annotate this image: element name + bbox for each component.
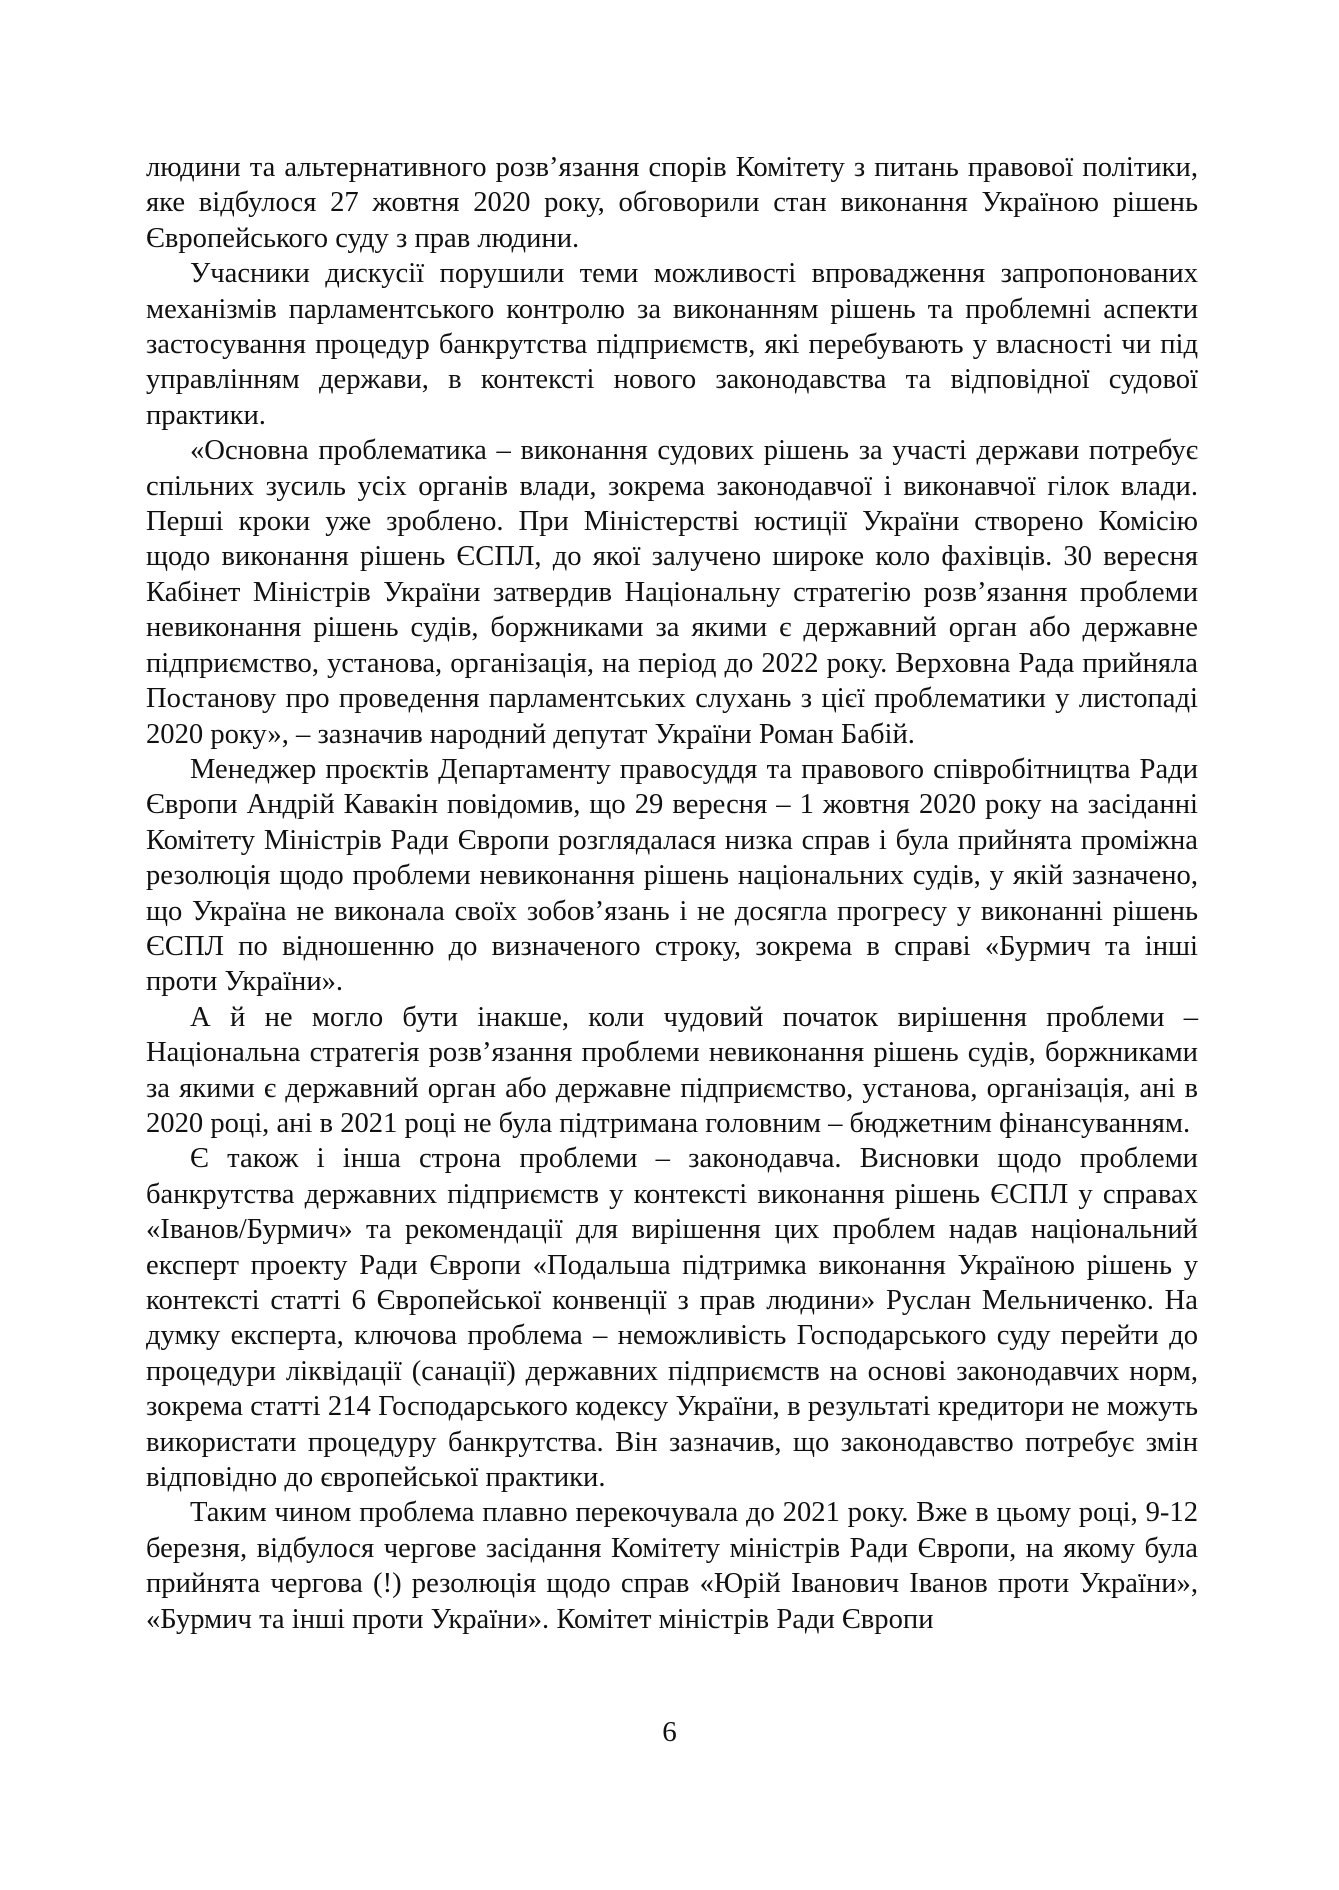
paragraph-4: Менеджер проєктів Департаменту правосуддя та правового співробітництва Ради Європи Андрій Кавакін повідомив, що 29 вересня – 1 жовтня 2020 року на засіданні Комітету Міністрів Ради Європи розглядалася низка справ і була прийнята проміжна резолюція щодо проблеми невиконання рішень національних судів, у якій зазначено, що Україна не виконала своїх зобов’язань і не досягла прогресу у виконанні рішень ЄСПЛ по відношенню до визначеного строку, зокрема в справі «Бурмич та інші проти України». (146, 753, 1198, 998)
body-text (146, 150, 1198, 1637)
paragraph-3-quote: «Основна проблематика – виконання судових рішень за участі держави потребує спільних зусиль усіх органів влади, зокрема законодавчої і виконавчої гілок влади. Перші кроки уже зроблено. При Міністерстві юстиції України створено Комісію щодо виконання рішень ЄСПЛ, до якої залучено широке коло фахівців. 30 вересня Кабінет Міністрів України затвердив Національну стратегію розв’язання проблеми невиконання рішень судів, боржниками за якими є державний орган або державне підприємство, установа, організація, на період до 2022 року. Верховна Рада прийняла Постанову про проведення парламентських слухань з цієї проблематики у листопаді 2020 року», – зазначив народний депутат України Роман Бабій. (146, 435, 1198, 750)
paragraph-6: Є також і інша строна проблеми – законодавча. Висновки щодо проблеми банкрутства державних підприємств у контексті виконання рішень ЄСПЛ у справах «Іванов/Бурмич» та рекомендації для вирішення цих проблем надав національний експерт проекту Ради Європи «Подальша підтримка виконання Україною рішень у контексті статті 6 Європейської конвенції з прав людини» Руслан Мельниченко. На думку експерта, ключова проблема – неможливість Господарського суду перейти до процедури ліквідації (санації) державних підприємств на основі законодавчих норм, зокрема статті 214 Господарського кодексу України, в результаті кредитори не можуть використати процедуру банкрутства. Він зазначив, що законодавство потребує змін відповідно до європейської практики. (146, 1143, 1198, 1494)
page-number: 6 (662, 1716, 677, 1748)
paragraph-1: людини та альтернативного розв’язання спорів Комітету з питань правової політики, яке відбулося 27 жовтня 2020 року, обговорили стан виконання Україною рішень Європейського суду з прав людини. (146, 152, 1198, 254)
paragraph-2: Учасники дискусії порушили теми можливості впровадження запропонованих механізмів парламентського контролю за виконанням рішень та проблемні аспекти застосування процедур банкрутства підприємств, які перебувають у власності чи під управлінням держави, в контексті нового законодавства та відповідної судової практики. (146, 258, 1198, 431)
paragraph-7: Таким чином проблема плавно перекочувала до 2021 року. Вже в цьому році, 9-12 березня, відбулося чергове засідання Комітету міністрів Ради Європи, на якому була прийнята чергова (!) резолюція щодо справ «Юрій Іванович Іванов проти України», «Бурмич та інші проти України». Комітет міністрів Ради Європи (146, 1497, 1198, 1635)
paragraph-5: А й не могло бути інакше, коли чудовий початок вирішення проблеми – Національна стратегія розв’язання проблеми невиконання рішень судів, боржниками за якими є державний орган або державне підприємство, установа, організація, ані в 2020 році, ані в 2021 році не була підтримана головним – бюджетним фінансуванням. (146, 1001, 1198, 1139)
